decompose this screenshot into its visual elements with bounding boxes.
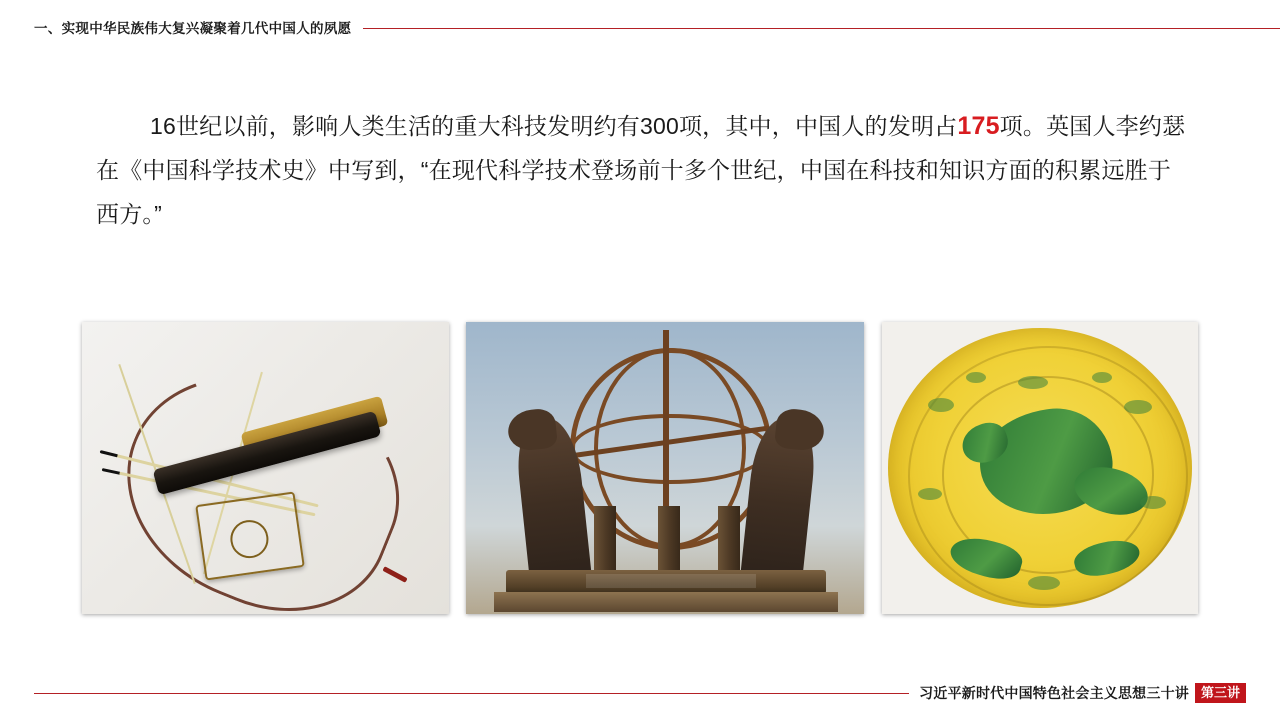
page-title: 一、实现中华民族伟大复兴凝聚着几代中国人的夙愿 <box>34 21 352 36</box>
photo-armillary-sphere <box>466 322 864 614</box>
cloud-motif-1 <box>928 398 954 412</box>
header-divider <box>363 28 1280 29</box>
cloud-motif-7 <box>966 372 986 383</box>
photo-armillary-canvas <box>466 322 864 614</box>
slide-footer <box>0 680 1280 706</box>
cloud-motif-6 <box>1028 576 1060 590</box>
highlight-number: 175 <box>957 112 1000 140</box>
photo-crossbow-canvas <box>82 322 449 614</box>
paragraph-text-part2: 项。英国人李约瑟在《中国科学技术史》中写到，“在现代科学技术登场前十多个世纪，中国在科技和知识方面的积累远胜于西方。” <box>96 113 1186 227</box>
photo-dragon-dish <box>882 322 1198 614</box>
yellow-porcelain-dish <box>888 328 1192 608</box>
armillary-base-lower <box>494 592 838 612</box>
footer-lecture-badge: 第三讲 <box>1195 683 1246 703</box>
footer-series-title: 习近平新时代中国特色社会主义思想三十讲 <box>919 685 1189 701</box>
armillary-base-inscription <box>586 574 756 588</box>
cloud-motif-5 <box>1018 376 1048 389</box>
cloud-motif-3 <box>918 488 942 500</box>
cloud-motif-8 <box>1092 372 1112 383</box>
photo-dish-canvas <box>882 322 1198 614</box>
footer-divider <box>34 693 909 694</box>
slide-header <box>0 16 1280 38</box>
image-row <box>0 322 1280 614</box>
photo-crossbow <box>82 322 449 614</box>
cloud-motif-2 <box>1124 400 1152 414</box>
crossbow-brass-plate <box>195 491 305 580</box>
body-paragraph <box>96 104 1186 236</box>
paragraph-text-part1: 16世纪以前，影响人类生活的重大科技发明约有300项，其中，中国人的发明占 <box>150 113 958 139</box>
cloud-motif-4 <box>1140 496 1166 509</box>
